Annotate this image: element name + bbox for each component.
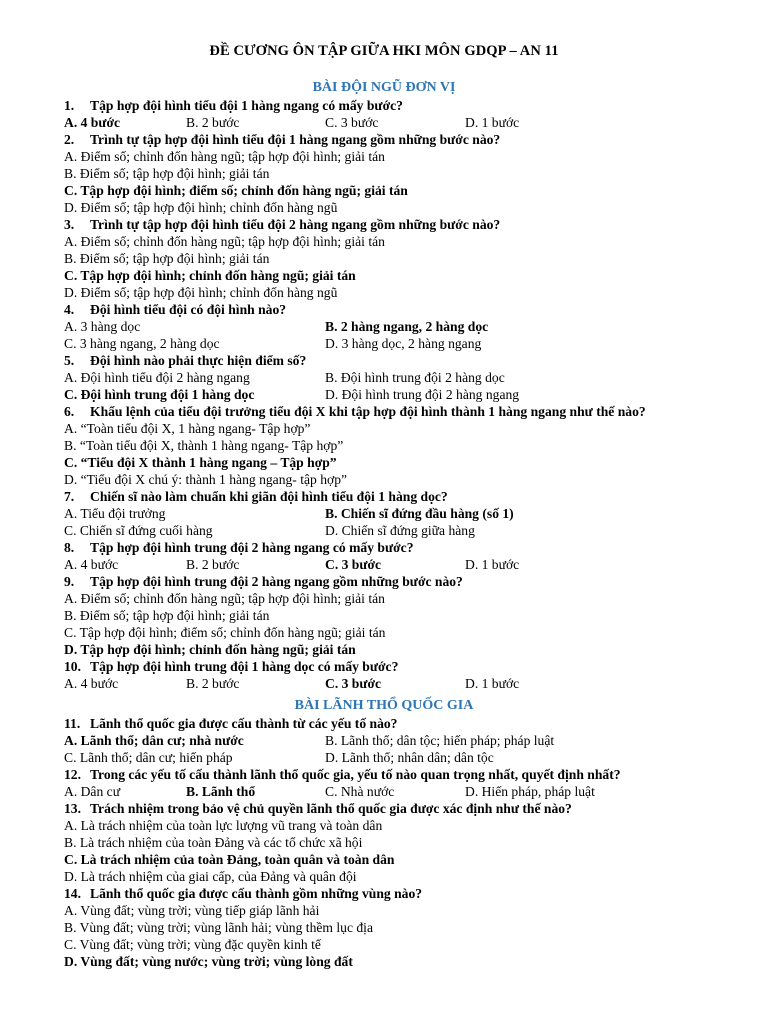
option-row	[64, 902, 764, 919]
answer-option: B. “Toàn tiểu đội X, thành 1 hàng ngang- Tập hợp”	[64, 438, 344, 453]
answer-option-correct: C. Tập hợp đội hình; điểm số; chỉnh đốn hàng ngũ; giải tán	[64, 183, 408, 198]
option-row	[64, 607, 764, 624]
question-text: Trình tự tập hợp đội hình tiểu đội 1 hàng ngang gồm những bước nào?	[90, 132, 501, 147]
answer-option: D. Hiến pháp, pháp luật	[465, 784, 595, 799]
option-row	[64, 783, 764, 800]
question-text: Trách nhiệm trong bảo vệ chủ quyền lãnh thổ quốc gia được xác định như thế nào?	[90, 801, 572, 816]
question-text: Đội hình tiểu đội có đội hình nào?	[90, 302, 287, 317]
answer-option: C. Nhà nước	[325, 784, 395, 799]
answer-option: C. 3 hàng ngang, 2 hàng dọc	[64, 336, 220, 351]
option-row	[64, 522, 764, 539]
question-number: 7.	[64, 489, 75, 504]
option-row	[64, 114, 764, 131]
option-row	[64, 420, 764, 437]
answer-option-correct: C. 3 bước	[325, 557, 382, 572]
answer-option: A. “Toàn tiểu đội X, 1 hàng ngang- Tập hợp”	[64, 421, 311, 436]
option-row	[64, 834, 764, 851]
answer-option: D. 3 hàng dọc, 2 hàng ngang	[325, 336, 482, 351]
answer-option: D. 1 bước	[465, 676, 520, 691]
answer-option: D. Điểm số; tập hợp đội hình; chỉnh đốn hàng ngũ	[64, 200, 338, 215]
answer-option: C. Tập hợp đội hình; điểm số; chỉnh đốn hàng ngũ; giải tán	[64, 625, 386, 640]
answer-option: B. Điểm số; tập hợp đội hình; giải tán	[64, 608, 270, 623]
answer-option: A. Điểm số; chỉnh đốn hàng ngũ; tập hợp đội hình; giải tán	[64, 149, 385, 164]
question-text: Trong các yếu tố cấu thành lãnh thổ quốc gia, yếu tố nào quan trọng nhất, quyết định nhất?	[90, 767, 621, 782]
option-row	[64, 556, 764, 573]
section-title: BÀI ĐỘI NGŨ ĐƠN VỊ	[312, 80, 456, 95]
answer-option-correct: A. Lãnh thổ; dân cư; nhà nước	[64, 733, 244, 748]
answer-option-correct: D. Vùng đất; vùng nước; vùng trời; vùng lòng đất	[64, 954, 353, 969]
answer-option: A. Đội hình tiểu đội 2 hàng ngang	[64, 370, 250, 385]
answer-option: A. Điểm số; chỉnh đốn hàng ngũ; tập hợp đội hình; giải tán	[64, 591, 385, 606]
answer-option-correct: C. Tập hợp đội hình; chỉnh đốn hàng ngũ; giải tán	[64, 268, 356, 283]
question-line	[64, 301, 764, 318]
question-line	[64, 216, 764, 233]
answer-option: A. Dân cư	[64, 784, 121, 799]
answer-option: D. Điểm số; tập hợp đội hình; chỉnh đốn hàng ngũ	[64, 285, 338, 300]
option-row	[64, 675, 764, 692]
question-number: 6.	[64, 404, 75, 419]
answer-option: A. Điểm số; chỉnh đốn hàng ngũ; tập hợp đội hình; giải tán	[64, 234, 385, 249]
document-title: ĐỀ CƯƠNG ÔN TẬP GIỮA HKI MÔN GDQP – AN 11	[209, 43, 559, 59]
question-text: Trình tự tập hợp đội hình tiểu đội 2 hàng ngang gồm những bước nào?	[90, 217, 501, 232]
answer-option: D. Đội hình trung đội 2 hàng ngang	[325, 387, 520, 402]
question-text: Lãnh thổ quốc gia được cấu thành từ các yếu tố nào?	[90, 716, 398, 731]
question-number: 9.	[64, 574, 75, 589]
option-row	[64, 199, 764, 216]
question-text: Chiến sĩ nào làm chuẩn khi giãn đội hình tiểu đội 1 hàng dọc?	[90, 489, 448, 504]
answer-option: B. Điểm số; tập hợp đội hình; giải tán	[64, 251, 270, 266]
answer-option-correct: B. Chiến sĩ đứng đầu hàng (số 1)	[325, 506, 514, 521]
answer-option: B. Lãnh thổ; dân tộc; hiến pháp; pháp luật	[325, 733, 555, 748]
answer-option: C. Chiến sĩ đứng cuối hàng	[64, 523, 213, 538]
option-row	[64, 233, 764, 250]
option-row	[64, 454, 764, 471]
option-row	[64, 851, 764, 868]
option-row	[64, 641, 764, 658]
answer-option-correct: B. Lãnh thổ	[186, 784, 256, 799]
question-number: 10.	[64, 659, 81, 674]
answer-option: A. Là trách nhiệm của toàn lực lượng vũ trang và toàn dân	[64, 818, 383, 833]
answer-option: B. 2 bước	[186, 115, 240, 130]
answer-option: D. Chiến sĩ đứng giữa hàng	[325, 523, 475, 538]
question-line	[64, 658, 764, 675]
option-row	[64, 817, 764, 834]
option-row	[64, 749, 764, 766]
question-text: Đội hình nào phải thực hiện điểm số?	[90, 353, 307, 368]
answer-option: C. Lãnh thổ; dân cư; hiến pháp	[64, 750, 233, 765]
answer-option: B. Vùng đất; vùng trời; vùng lãnh hải; vùng thềm lục địa	[64, 920, 373, 935]
answer-option-correct: D. Tập hợp đội hình; chỉnh đốn hàng ngũ; giải tán	[64, 642, 356, 657]
option-row	[64, 624, 764, 641]
answer-option: D. Lãnh thổ; nhân dân; dân tộc	[325, 750, 494, 765]
option-row	[64, 505, 764, 522]
question-number: 4.	[64, 302, 75, 317]
question-number: 13.	[64, 801, 81, 816]
option-row	[64, 732, 764, 749]
question-number: 5.	[64, 353, 75, 368]
option-row	[64, 182, 764, 199]
question-text: Tập hợp đội hình tiểu đội 1 hàng ngang có mấy bước?	[90, 98, 403, 113]
question-text: Tập hợp đội hình trung đội 2 hàng ngang gồm những bước nào?	[90, 574, 463, 589]
answer-option-correct: C. Đội hình trung đội 1 hàng dọc	[64, 387, 255, 402]
question-text: Khẩu lệnh của tiểu đội trưởng tiểu đội X khi tập hợp đội hình thành 1 hàng ngang như thế nào?	[90, 404, 646, 419]
answer-option-correct: C. 3 bước	[325, 676, 382, 691]
question-number: 11.	[64, 716, 81, 731]
question-line	[64, 885, 764, 902]
question-text: Lãnh thổ quốc gia được cấu thành gồm những vùng nào?	[90, 886, 423, 901]
question-number: 8.	[64, 540, 75, 555]
answer-option: A. 4 bước	[64, 676, 119, 691]
answer-option: B. Đội hình trung đội 2 hàng dọc	[325, 370, 505, 385]
question-number: 1.	[64, 98, 75, 113]
question-line	[64, 403, 764, 420]
question-number: 12.	[64, 767, 81, 782]
answer-option: D. Là trách nhiệm của giai cấp, của Đảng và quân đội	[64, 869, 357, 884]
question-line	[64, 131, 764, 148]
question-line	[64, 352, 764, 369]
question-line	[64, 573, 764, 590]
question-text: Tập hợp đội hình trung đội 2 hàng ngang có mấy bước?	[90, 540, 414, 555]
answer-option: B. 2 bước	[186, 557, 240, 572]
answer-option: A. 4 bước	[64, 557, 119, 572]
answer-option: B. 2 bước	[186, 676, 240, 691]
option-row	[64, 386, 764, 403]
option-row	[64, 590, 764, 607]
option-row	[64, 437, 764, 454]
answer-option: A. Tiểu đội trưởng	[64, 506, 166, 521]
option-row	[64, 148, 764, 165]
option-row	[64, 250, 764, 267]
question-number: 2.	[64, 132, 75, 147]
option-row	[64, 369, 764, 386]
question-text: Tập hợp đội hình trung đội 1 hàng dọc có mấy bước?	[90, 659, 399, 674]
section-title: BÀI LÃNH THỔ QUỐC GIA	[294, 698, 474, 713]
option-row	[64, 936, 764, 953]
answer-option-correct: C. “Tiểu đội X thành 1 hàng ngang – Tập hợp”	[64, 455, 337, 470]
option-row	[64, 267, 764, 284]
question-line	[64, 488, 764, 505]
answer-option-correct: A. 4 bước	[64, 115, 121, 130]
option-row	[64, 868, 764, 885]
option-row	[64, 284, 764, 301]
question-line	[64, 715, 764, 732]
option-row	[64, 165, 764, 182]
answer-option: C. Vùng đất; vùng trời; vùng đặc quyền kinh tế	[64, 937, 321, 952]
option-row	[64, 953, 764, 970]
answer-option: D. 1 bước	[465, 115, 520, 130]
answer-option: D. “Tiểu đội X chú ý: thành 1 hàng ngang- tập hợp”	[64, 472, 348, 487]
answer-option: B. Là trách nhiệm của toàn Đảng và các tổ chức xã hội	[64, 835, 363, 850]
question-number: 3.	[64, 217, 75, 232]
option-row	[64, 919, 764, 936]
option-row	[64, 471, 764, 488]
option-row	[64, 318, 764, 335]
answer-option: D. 1 bước	[465, 557, 520, 572]
answer-option: A. Vùng đất; vùng trời; vùng tiếp giáp lãnh hải	[64, 903, 320, 918]
answer-option: B. Điểm số; tập hợp đội hình; giải tán	[64, 166, 270, 181]
question-line	[64, 539, 764, 556]
option-row	[64, 335, 764, 352]
question-line	[64, 766, 764, 783]
answer-option-correct: B. 2 hàng ngang, 2 hàng dọc	[325, 319, 489, 334]
answer-option: A. 3 hàng dọc	[64, 319, 141, 334]
answer-option-correct: C. Là trách nhiệm của toàn Đảng, toàn quân và toàn dân	[64, 852, 395, 867]
question-number: 14.	[64, 886, 81, 901]
answer-option: C. 3 bước	[325, 115, 379, 130]
question-line	[64, 97, 764, 114]
question-line	[64, 800, 764, 817]
